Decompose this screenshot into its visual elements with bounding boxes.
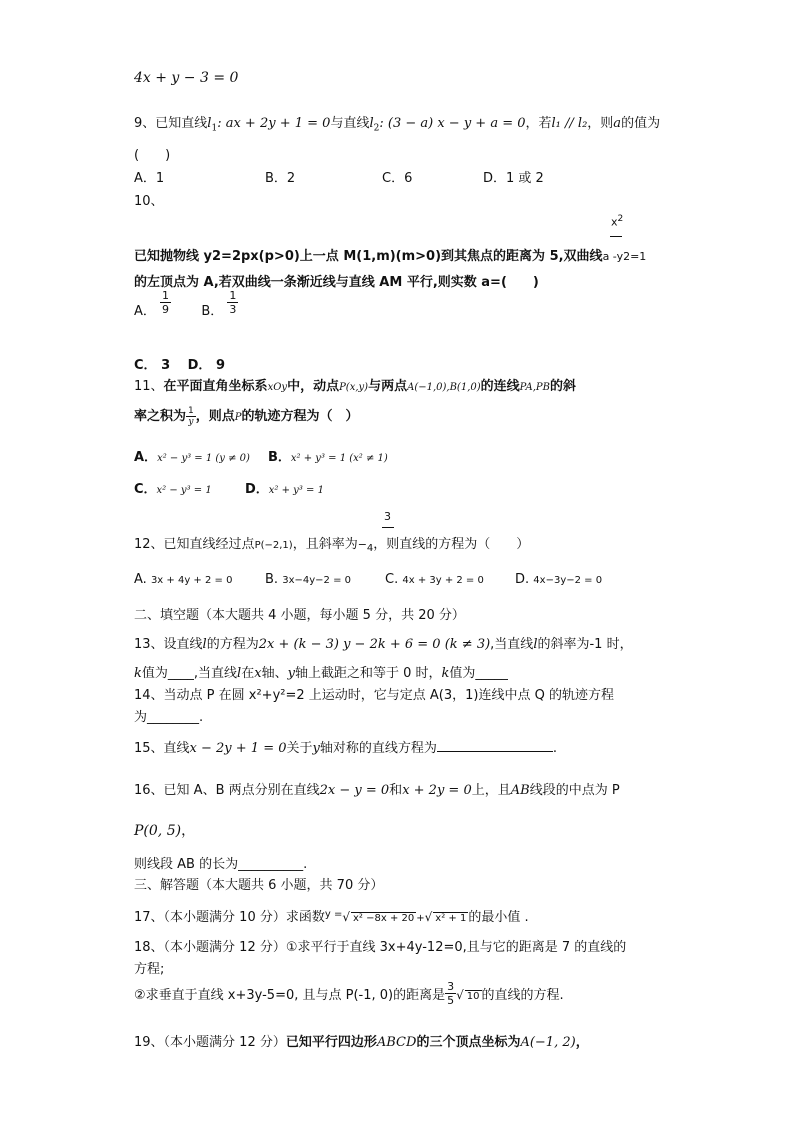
q10-line1-text: 已知抛物线 y2=2px(p>0)上一点 M(1,m)(m>0)到其焦点的距离为 5,双曲线 [134,249,603,264]
q15-y: y [312,741,320,756]
section-3-heading: 三、解答题（本大题共 6 小题，共 70 分） [134,878,384,893]
q11-ab: A(−1,0),B(1,0) [407,382,481,393]
q11-line2 [134,405,359,427]
q18-frac-den: 5 [447,994,455,1007]
q14-line1: 14、当动点 P 在圆 x²+y²=2 上运动时，它与定点 A(3，1)连线中点 Q 的轨迹方程 [134,688,614,703]
q9-cond-pre: ，若 [525,116,552,131]
q13-eq: 2x + (k − 3) y − 2k + 6 = 0 (k ≠ 3) [258,637,491,652]
q13-l: l [202,637,207,652]
q12-slope-num: 3 [384,510,391,523]
q12-number: 12、 [134,537,164,552]
q12-point: P(−2,1) [254,540,293,551]
q10-line1-tail: a -y2=1 [602,250,647,263]
q18-root: 10 [466,991,480,1002]
q12-slope-num-top [384,510,391,523]
q11-text1: 在平面直角坐标系 [163,379,268,394]
q12-text1: 已知直线经过点 [163,537,255,552]
top-equation: 4x + y − 3 = 0 [134,70,239,86]
q17-line: 17、（本小题满分 10 分）求函数$^{y =}$√ x² −8x + 20 +√ x² + 1 的最小值 . [134,909,529,925]
q17-post: 的最小值 . [468,910,529,925]
q12-slope-bar [382,527,394,528]
section-2-heading: 二、填空题（本大题共 4 小题，每小题 5 分，共 20 分） [134,608,465,623]
q10-line1 [134,245,646,264]
q9-cond-post: ，则 [587,116,614,131]
q11-text5: 的斜 [549,379,576,394]
q9-pre: 已知直线 [155,116,208,131]
q13-line2-a: 值为____,当直线 [141,666,238,681]
q9-tail: 的值为 [621,116,661,131]
q11-line1 [134,375,576,394]
q10-options-cd: C． 3 D． 9 [134,358,226,373]
q15-post: 轴对称的直线方程为 [319,741,437,756]
q15-pre: 15、直线 [134,741,190,756]
question-9: 9、已知直线$l_1$: ax + 2y + 1 = 0与直线$l_2$: (3 − a) x − y + a = 0，若l₁ // l₂，则a的值为 [134,116,661,134]
q11-opt-c: x² − y³ = 1 [156,485,212,496]
q16-pre: 16、已知 A、B 两点分别在直线 [134,783,320,798]
q9-option-d: D．1 或 2 [483,171,544,186]
q16-and: 和 [389,783,403,798]
q11-xoy: xOy [267,382,288,393]
q10-line2: 的左顶点为 A,若双曲线一条渐近线与直线 AM 平行,则实数 a=( ) [134,275,539,290]
q11-number: 11、 [134,379,164,394]
q9-option-b: B．2 [265,171,296,186]
q19-pre: 19、（本小题满分 12 分） [134,1035,286,1050]
q11-text2: 中，动点 [287,379,340,394]
q11-pxy: P(x,y) [339,382,369,393]
q10-frac-sup: 2 [617,214,624,224]
q11-line2-a: 率之积为 [134,409,187,424]
q18-line3-pre: ②求垂直于直线 x+3y-5=0, 且与点 P(-1, 0)的距离是 [134,988,446,1003]
q10-opt-b-label: B． [201,304,224,319]
q13-line1-b: 的方程为 [206,637,259,652]
q9-l2-eq: : (3 − a) x − y + a = 0 [379,116,526,131]
q10-frac-num: x [611,215,618,229]
q11-frac-num: 1 [188,406,194,416]
q19-text: 已知平行四边形 [285,1035,377,1050]
q10-opt-b-den: 3 [229,303,237,316]
q11-opt-a: x² − y³ = 1 (y ≠ 0) [157,453,250,464]
q11-line2-b: ，则点 [195,409,235,424]
q9-var: a [613,116,622,131]
q11-option-c [134,478,212,497]
q12-text3: ，则直线的方程为（ ） [373,537,530,552]
q15-line [134,737,557,756]
q18-frac-num: 3 [447,980,455,993]
q11-option-a [134,446,250,465]
q9-number: 9、 [134,116,156,131]
q12-opt-d-label: D. [515,572,530,587]
q12-option-d [515,572,602,587]
q19-end: ， [575,1035,589,1050]
q11-opt-c-label: C． [134,482,157,497]
q11-opt-b-label: B． [268,450,291,465]
q13-line2-d: 轴上截距之和等于 0 时， [294,666,442,681]
q13-line2-e: 值为_____ [449,666,508,681]
q10-frac-bar [610,236,622,237]
q12-option-c [385,572,484,587]
q13-line2: k值为____,当直线l在x轴、y轴上截距之和等于 0 时，k值为_____ [134,666,508,681]
q13-line2-c: 轴、 [261,666,288,681]
q12-opt-d: 4x−3y−2 = 0 [533,575,603,586]
q17-plus: + [416,913,425,924]
q9-mid: 与直线 [330,116,370,131]
q15-end: . [552,741,558,756]
q13-x: x [254,666,262,681]
q18-line1: 18、（本小题满分 12 分）①求平行于直线 3x+4y-12=0,且与它的距离是 7 的直线的 [134,940,627,955]
q9-bracket: ( ) [134,148,171,163]
q11-frac-den: y [188,417,194,427]
q12-opt-a-label: A. [134,572,147,587]
q19-point: A(−1, 2) [520,1035,576,1050]
q15-blank [437,738,553,752]
q9-parallel: l₁ // l₂ [551,116,588,131]
q9-option-a: A．1 [134,171,165,186]
q9-l1: l [207,116,212,131]
q12-slope-den: 4 [366,543,374,554]
q16-eq2: x + 2y = 0 [402,783,472,798]
q16-post: 线段的中点为 P [529,783,620,798]
q10-opt-a-num: 1 [162,289,170,302]
q18-line3-post: 的直线的方程. [481,988,564,1003]
q13-line1-d: 的斜率为-1 时， [537,637,633,652]
q12-option-b [265,572,351,587]
q17-radicand-1: x² −8x + 20 [353,913,415,924]
q16-comma: ， [181,823,196,839]
q11-line2-c: 的轨迹方程为（ ） [241,409,359,424]
q11-option-d [245,478,324,497]
q12-slope-minus: − [357,538,367,551]
q17-pre: 17、（本小题满分 10 分）求函数 [134,910,325,925]
q12-opt-c-label: C. [385,572,399,587]
q18-line3: ②求垂直于直线 x+3y-5=0, 且与点 P(-1, 0)的距离是 $\frac{3}{5}$ √ 10 的直线的方程. [134,980,564,1007]
q13-k: k [134,666,142,681]
q9-option-c: C．6 [382,171,413,186]
q9-l1-eq: : ax + 2y + 1 = 0 [217,116,331,131]
q11-opt-a-label: A． [134,450,158,465]
q13-y: y [287,666,295,681]
q11-opt-b: x² + y³ = 1 (x² ≠ 1) [290,453,388,464]
q16-ab: AB [510,783,530,798]
q11-text3: 与两点 [368,379,408,394]
q12-option-a [134,572,232,587]
q11-papb: PA,PB [519,382,550,393]
q18-line2: 方程; [134,962,165,977]
q12-opt-b-label: B. [265,572,279,587]
q11-option-b [268,446,388,465]
q16-mid: 上，且 [471,783,511,798]
q19-line [134,1031,589,1050]
q11-text4: 的连线 [480,379,520,394]
q12-opt-a: 3x + 4y + 2 = 0 [150,575,233,586]
q12-text2: ，且斜率为 [292,537,358,552]
q10-opt-b-num: 1 [229,289,237,302]
q16-line3: 则线段 AB 的长为__________. [134,857,308,872]
q10-opt-a-den: 9 [162,303,170,316]
q13-line1: 13、设直线l的方程为2x + (k − 3) y − 2k + 6 = 0 (k ≠ 3),当直线l的斜率为-1 时， [134,637,633,652]
q11-p: P [234,412,242,423]
q13-line1-a: 13、设直线 [134,637,203,652]
q13-line2-b: 在 [241,666,255,681]
q10-options-ab [134,289,238,319]
q19-abcd: ABCD [376,1035,417,1050]
q13-line1-c: ,当直线 [490,637,534,652]
q16-point: P(0, 5) [134,823,182,839]
q12-opt-b: 3x−4y−2 = 0 [282,575,351,586]
q15-mid: 关于 [286,741,313,756]
q17-radicand-2: x² + 1 [435,913,467,924]
q16-line2 [134,820,195,840]
q14-line2: 为________. [134,710,204,725]
q10-opt-a-label: A． [134,304,156,319]
q16-line1 [134,779,620,798]
q10-number: 10、 [134,194,164,209]
q11-opt-d: x² + y³ = 1 [268,485,324,496]
q11-opt-d-label: D． [245,482,269,497]
q15-eq: x − 2y + 1 = 0 [189,741,287,756]
q12-line [134,533,529,554]
q10-frac-top [611,213,623,229]
q17-y: y = [324,909,343,920]
q12-opt-c: 4x + 3y + 2 = 0 [402,575,484,586]
q16-eq1: 2x − y = 0 [319,783,390,798]
q19-text2: 的三个顶点坐标为 [416,1035,521,1050]
